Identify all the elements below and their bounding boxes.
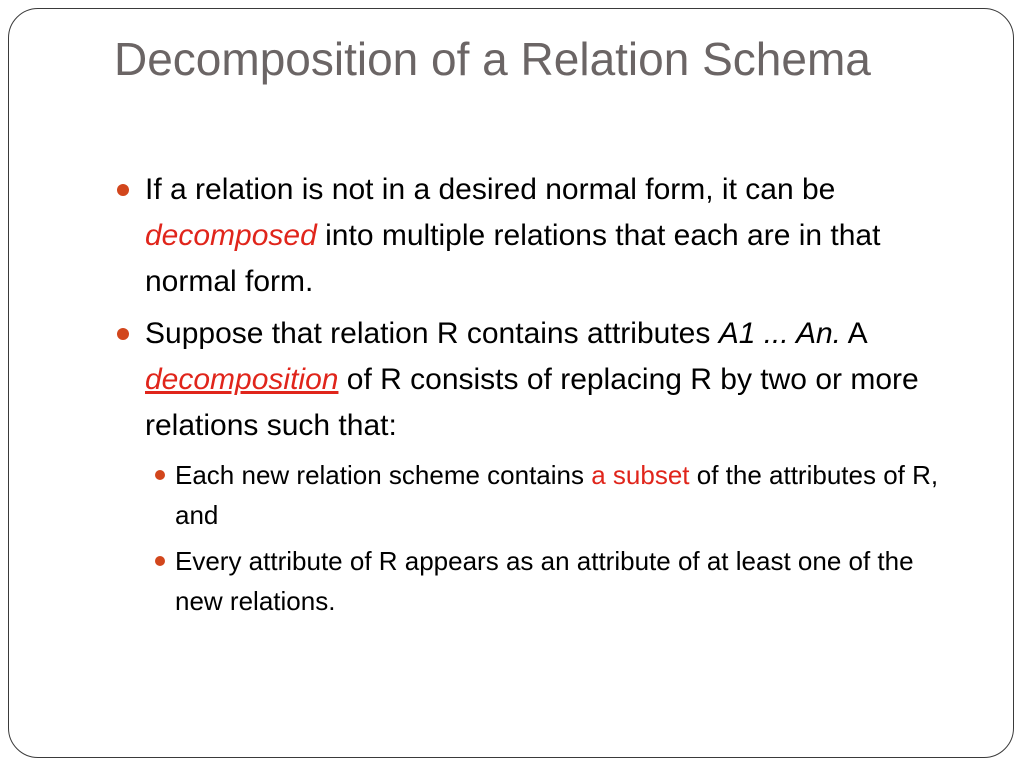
decomposition-link[interactable]: decomposition bbox=[145, 363, 339, 396]
bullet-text: into multiple relations that each are in that normal form. bbox=[145, 219, 881, 298]
bullet-text: If a relation is not in a desired normal form, it can be bbox=[145, 173, 836, 206]
bullet-text: A bbox=[840, 317, 867, 350]
bullet-item-2 bbox=[112, 311, 962, 449]
bullet-dot-icon bbox=[155, 470, 165, 480]
slide-title: Decomposition of a Relation Schema bbox=[114, 33, 871, 85]
sub-bullet-item-2 bbox=[112, 541, 962, 621]
bullet-item-1 bbox=[112, 167, 962, 305]
sub-bullet-item-1 bbox=[112, 455, 962, 535]
bullet-text: Suppose that relation R contains attributes bbox=[145, 317, 719, 350]
slide-content bbox=[112, 167, 962, 627]
attribute-range: A1 ... An. bbox=[718, 317, 841, 350]
bullet-text: of the attributes of R, and bbox=[175, 460, 939, 530]
bullet-dot-icon bbox=[117, 184, 129, 196]
bullet-dot-icon bbox=[117, 328, 129, 340]
emphasis-term-subset: a subset bbox=[591, 460, 690, 490]
bullet-dot-icon bbox=[155, 556, 165, 566]
bullet-text: Every attribute of R appears as an attribute of at least one of the new relations. bbox=[175, 546, 914, 616]
emphasis-term-decomposed: decomposed bbox=[145, 219, 317, 252]
bullet-text: Each new relation scheme contains bbox=[175, 460, 592, 490]
bullet-text: of R consists of replacing R by two or more relations such that: bbox=[145, 363, 919, 442]
